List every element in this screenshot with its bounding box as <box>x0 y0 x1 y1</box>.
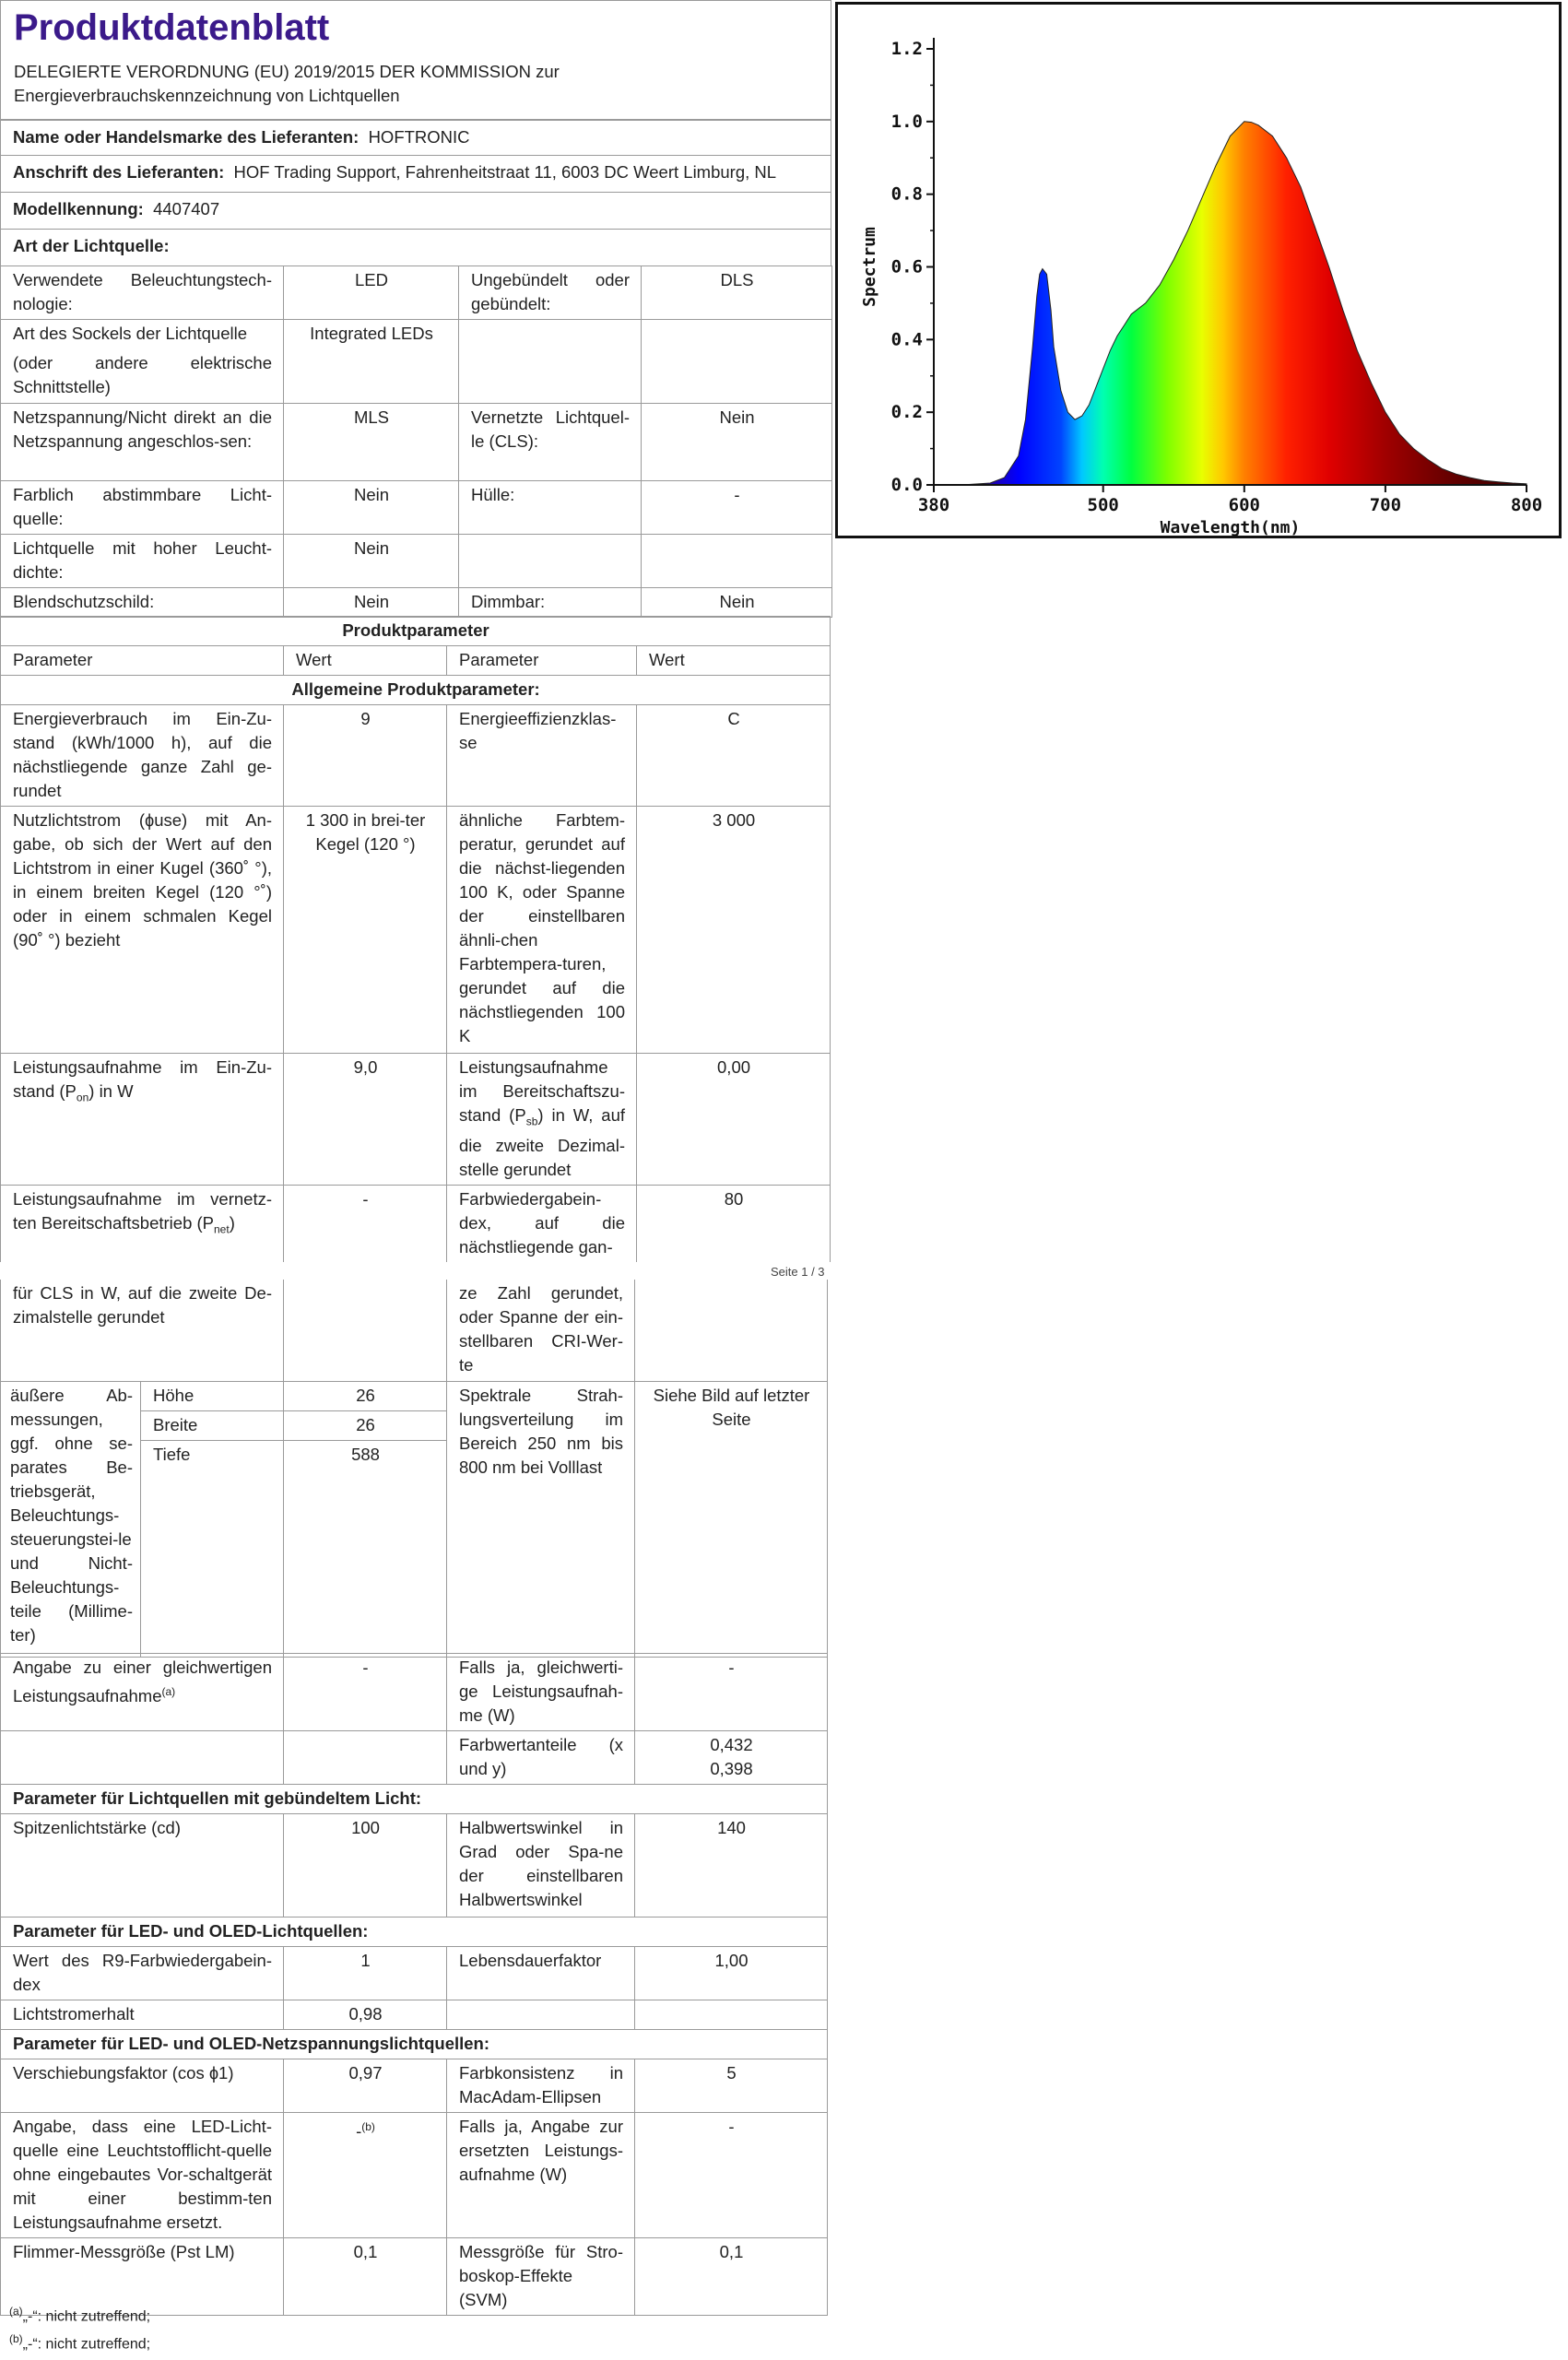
regulation-line-2: Energieverbrauchskennzeichnung von Lichtquellen <box>14 86 400 105</box>
supplier-name-label: Name oder Handelsmarke des Lieferanten: <box>13 127 360 147</box>
networked-standby-value-cont <box>284 1280 447 1381</box>
luminous-flux-label: Nutzlichtstrom (ɸuse) mit An-gabe, ob sich der Wert auf den Lichtstrom in einer Kugel (360˚ °), in einem breiten Kegel (120 °˚) oder in einem schmalen Kegel (90˚ °) bezieht <box>1 807 284 1054</box>
params-table-rest <box>0 1653 828 2316</box>
cri-value-cont <box>635 1280 828 1381</box>
y-tick-label: 0.0 <box>890 475 923 495</box>
page-title: Produktdatenblatt <box>14 7 330 48</box>
y-tick-label: 0.6 <box>890 256 923 277</box>
replaced-power-label: Falls ja, Angabe zur ersetzten Leistungs-aufnahme (W) <box>447 2113 635 2238</box>
footnote-b-mark: (b) <box>9 2332 23 2345</box>
type-row-5-label-2 <box>459 535 642 588</box>
energy-consumption-value: 9 <box>284 705 447 807</box>
standby-power-value: 0,00 <box>637 1054 831 1186</box>
r9-value: 1 <box>284 1947 447 2000</box>
chromaticity-x: 0,432 <box>710 1735 753 1754</box>
footnote-a-text: „-“: nicht zutreffend; <box>22 2308 151 2325</box>
lumen-maintenance-empty-1 <box>447 2000 635 2030</box>
color-consistency-label: Farbkonsistenz in MacAdam-Ellipsen <box>447 2059 635 2113</box>
y-tick-label: 1.0 <box>890 111 923 132</box>
peak-intensity-label: Spitzenlichtstärke (cd) <box>1 1814 284 1918</box>
type-row-1-label-2: Ungebündelt oder gebündelt: <box>459 266 642 320</box>
directional-header: Parameter für Lichtquellen mit gebündeltem Licht: <box>1 1785 828 1814</box>
replaced-power-value: - <box>635 2113 828 2238</box>
survival-factor-value: 1,00 <box>635 1947 828 2000</box>
networked-standby-label: Leistungsaufnahme im vernetz-ten Bereitschaftsbetrieb $(P_{net})$ <box>1 1185 284 1262</box>
chroma-empty-1 <box>1 1731 284 1785</box>
beam-angle-label: Halbwertswinkel in Grad oder Spa-ne der einstellbaren Halbwertswinkel <box>447 1814 635 1918</box>
equivalent-power-watts-value: - <box>635 1654 828 1731</box>
type-row-2-value: Integrated LEDs <box>284 320 459 404</box>
type-row-2-label <box>1 320 284 404</box>
energy-class-value: C <box>637 705 831 807</box>
peak-intensity-value: 100 <box>284 1814 447 1918</box>
spectral-distribution-label: Spektrale Strah-lungsverteilung im Bereich 250 nm bis 800 nm bei Volllast <box>447 1382 635 1658</box>
color-temperature-value: 3 000 <box>637 807 831 1054</box>
product-parameters-header: Produktparameter <box>1 617 831 646</box>
footnote-b <box>9 2332 150 2353</box>
networked-standby-label-cont: für CLS in W, auf die zweite De-zimalstelle gerundet <box>1 1280 284 1381</box>
on-mode-power-value: 9,0 <box>284 1054 447 1186</box>
supplier-name-value: HOFTRONIC <box>368 127 470 147</box>
cri-value: 80 <box>637 1185 831 1262</box>
type-row-3-label-2: Vernetzte Lichtquel-le (CLS): <box>459 404 642 481</box>
footnote-a <box>9 2305 150 2325</box>
supplier-table <box>0 120 831 266</box>
type-row-4-value: Nein <box>284 481 459 535</box>
spectrum-svg <box>838 5 1559 536</box>
socket-label-note: (oder andere elektrische Schnittstelle) <box>13 353 272 396</box>
dimension-depth-value: 588 <box>284 1441 447 1658</box>
survival-factor-label: Lebensdauerfaktor <box>447 1947 635 2000</box>
socket-label: Art des Sockels der Lichtquelle <box>13 324 247 343</box>
type-row-4-label-2: Hülle: <box>459 481 642 535</box>
type-row-3-label: Netzspannung/Nicht direkt an die Netzspannung angeschlos-sen: <box>1 404 284 481</box>
x-tick-label: 700 <box>1369 495 1402 515</box>
energy-consumption-label: Energieverbrauch im Ein-Zu-stand (kWh/1000 h), auf die nächstliegende ganze Zahl ge-rundet <box>1 705 284 807</box>
dimension-height-value: 26 <box>284 1382 447 1411</box>
regulation-line-1: DELEGIERTE VERORDNUNG (EU) 2019/2015 DER KOMMISSION zur <box>14 62 560 81</box>
chromaticity-y: 0,398 <box>710 1759 753 1778</box>
x-tick-label: 380 <box>917 495 950 515</box>
type-row-4-label: Farblich abstimmbare Licht-quelle: <box>1 481 284 535</box>
supplier-address-label: Anschrift des Lieferanten: <box>13 162 225 182</box>
chroma-empty-2 <box>284 1731 447 1785</box>
type-row-1-value-2: DLS <box>642 266 832 320</box>
dimensions-table <box>0 1381 828 1658</box>
color-consistency-value: 5 <box>635 2059 828 2113</box>
type-row-1-label: Verwendete Beleuchtungstech-nologie: <box>1 266 284 320</box>
mains-parameters-header: Parameter für LED- und OLED-Netzspannungslichtquellen: <box>1 2030 828 2059</box>
col-value-1: Wert <box>284 646 447 676</box>
dimension-width-value: 26 <box>284 1411 447 1441</box>
y-tick-label: 0.8 <box>890 183 923 205</box>
type-row-2-value-2 <box>642 320 832 404</box>
page-number: Seite 1 / 3 <box>771 1265 825 1279</box>
y-tick-label: 1.2 <box>890 39 923 59</box>
supplier-address-value: HOF Trading Support, Fahrenheitstraat 11, 6003 DC Weert Limburg, NL <box>233 162 777 182</box>
color-temperature-label: ähnliche Farbtem-peratur, gerundet auf die nächst-liegenden 100 K, oder Spanne der einstellbaren ähnli-chen Farbtempera-turen, gerundet auf die nächstliegenden 100 K <box>447 807 637 1054</box>
supplier-address-row <box>1 156 831 193</box>
x-tick-label: 500 <box>1087 495 1119 515</box>
cri-label: Farbwiedergabein-dex, auf die nächstliegende gan- <box>447 1185 637 1262</box>
lumen-maintenance-empty-2 <box>635 2000 828 2030</box>
dimension-width-label: Breite <box>141 1411 284 1441</box>
stroboscopic-value: 0,1 <box>635 2238 828 2316</box>
type-row-2-label-2 <box>459 320 642 404</box>
fluorescent-replacement-value: -$^{(b)}$ <box>284 2113 447 2238</box>
x-tick-label: 600 <box>1228 495 1260 515</box>
type-row-6-value: Nein <box>284 588 459 618</box>
model-label: Modellkennung: <box>13 199 144 218</box>
r9-label: Wert des R9-Farbwiedergabein-dex <box>1 1947 284 2000</box>
y-tick-label: 0.4 <box>890 329 923 350</box>
displacement-factor-value: 0,97 <box>284 2059 447 2113</box>
networked-standby-value: - <box>284 1185 447 1262</box>
led-parameters-header: Parameter für LED- und OLED-Lichtquellen: <box>1 1918 828 1947</box>
params-table <box>0 616 831 1262</box>
type-row-5-label: Lichtquelle mit hoher Leucht-dichte: <box>1 535 284 588</box>
supplier-name-row <box>1 121 831 156</box>
energy-class-label: Energieeffizienzklas-se <box>447 705 637 807</box>
type-row-4-value-2: - <box>642 481 832 535</box>
type-row-5-value: Nein <box>284 535 459 588</box>
equivalent-power-value: - <box>284 1654 447 1731</box>
header-block <box>0 0 831 120</box>
spectrum-area <box>934 122 1527 485</box>
equivalent-power-label: Angabe zu einer gleichwertigen Leistungsaufnahme$^{(a)}$ <box>1 1654 284 1731</box>
stroboscopic-label: Messgröße für Stro-boskop-Effekte (SVM) <box>447 2238 635 2316</box>
params-table-continued <box>0 1280 828 1382</box>
plot-area <box>860 38 1542 536</box>
flicker-label: Flimmer-Messgröße (Pst LM) <box>1 2238 284 2316</box>
type-row-6-label: Blendschutzschild: <box>1 588 284 618</box>
col-parameter-2: Parameter <box>447 646 637 676</box>
equivalent-power-watts-label: Falls ja, gleichwerti-ge Leistungsaufnah-me (W) <box>447 1654 635 1731</box>
type-row-6-label-2: Dimmbar: <box>459 588 642 618</box>
displacement-factor-label: Verschiebungsfaktor (cos ɸ1) <box>1 2059 284 2113</box>
chromaticity-value <box>635 1731 828 1785</box>
flicker-value: 0,1 <box>284 2238 447 2316</box>
standby-power-label: Leistungsaufnahme im Bereitschaftszu-stand $(P_{sb})$ in W, auf die zweite Dezimal-stelle gerundet <box>447 1054 637 1186</box>
footnote-b-text: „-“: nicht zutreffend; <box>22 2336 151 2353</box>
cri-label-cont: ze Zahl gerundet, oder Spanne der ein-stellbaren CRI-Wer-te <box>447 1280 635 1381</box>
beam-angle-value: 140 <box>635 1814 828 1918</box>
footnote-a-mark: (a) <box>9 2305 23 2318</box>
lumen-maintenance-value: 0,98 <box>284 2000 447 2030</box>
dimension-height-label: Höhe <box>141 1382 284 1411</box>
luminous-flux-value: 1 300 in brei-ter Kegel (120 °) <box>284 807 447 1054</box>
y-axis-label: Spectrum <box>860 227 879 307</box>
on-mode-power-label: Leistungsaufnahme im Ein-Zu-stand $(P_{on})$ in W <box>1 1054 284 1186</box>
dimensions-label: äußere Ab-messungen, ggf. ohne se-parates Be-triebsgerät, Beleuchtungs-steuerungstei-le und Nicht-Beleuchtungs-teile (Millime-ter) <box>1 1382 141 1658</box>
x-tick-label: 800 <box>1510 495 1543 515</box>
col-value-2: Wert <box>637 646 831 676</box>
y-tick-label: 0.2 <box>890 402 923 423</box>
spectral-distribution-value: Siehe Bild auf letzter Seite <box>635 1382 828 1658</box>
type-row-3-value-2: Nein <box>642 404 832 481</box>
lumen-maintenance-label: Lichtstromerhalt <box>1 2000 284 2030</box>
col-parameter-1: Parameter <box>1 646 284 676</box>
type-row-5-value-2 <box>642 535 832 588</box>
general-parameters-header: Allgemeine Produktparameter: <box>1 676 831 705</box>
light-source-type-header: Art der Lichtquelle: <box>1 230 831 266</box>
type-row-1-value: LED <box>284 266 459 320</box>
chromaticity-label: Farbwertanteile (x und y) <box>447 1731 635 1785</box>
spectrum-chart <box>835 2 1562 538</box>
dimension-depth-label: Tiefe <box>141 1441 284 1658</box>
type-table <box>0 266 832 618</box>
x-axis-label: Wavelength(nm) <box>1160 518 1301 536</box>
model-row <box>1 193 831 230</box>
model-value: 4407407 <box>153 199 220 218</box>
type-row-6-value-2: Nein <box>642 588 832 618</box>
fluorescent-replacement-label: Angabe, dass eine LED-Licht-quelle eine Leuchtstofflicht-quelle ohne eingebautes Vor-schaltgerät mit einer bestimm-ten Leistungsaufnahme ersetzt. <box>1 2113 284 2238</box>
type-row-3-value: MLS <box>284 404 459 481</box>
